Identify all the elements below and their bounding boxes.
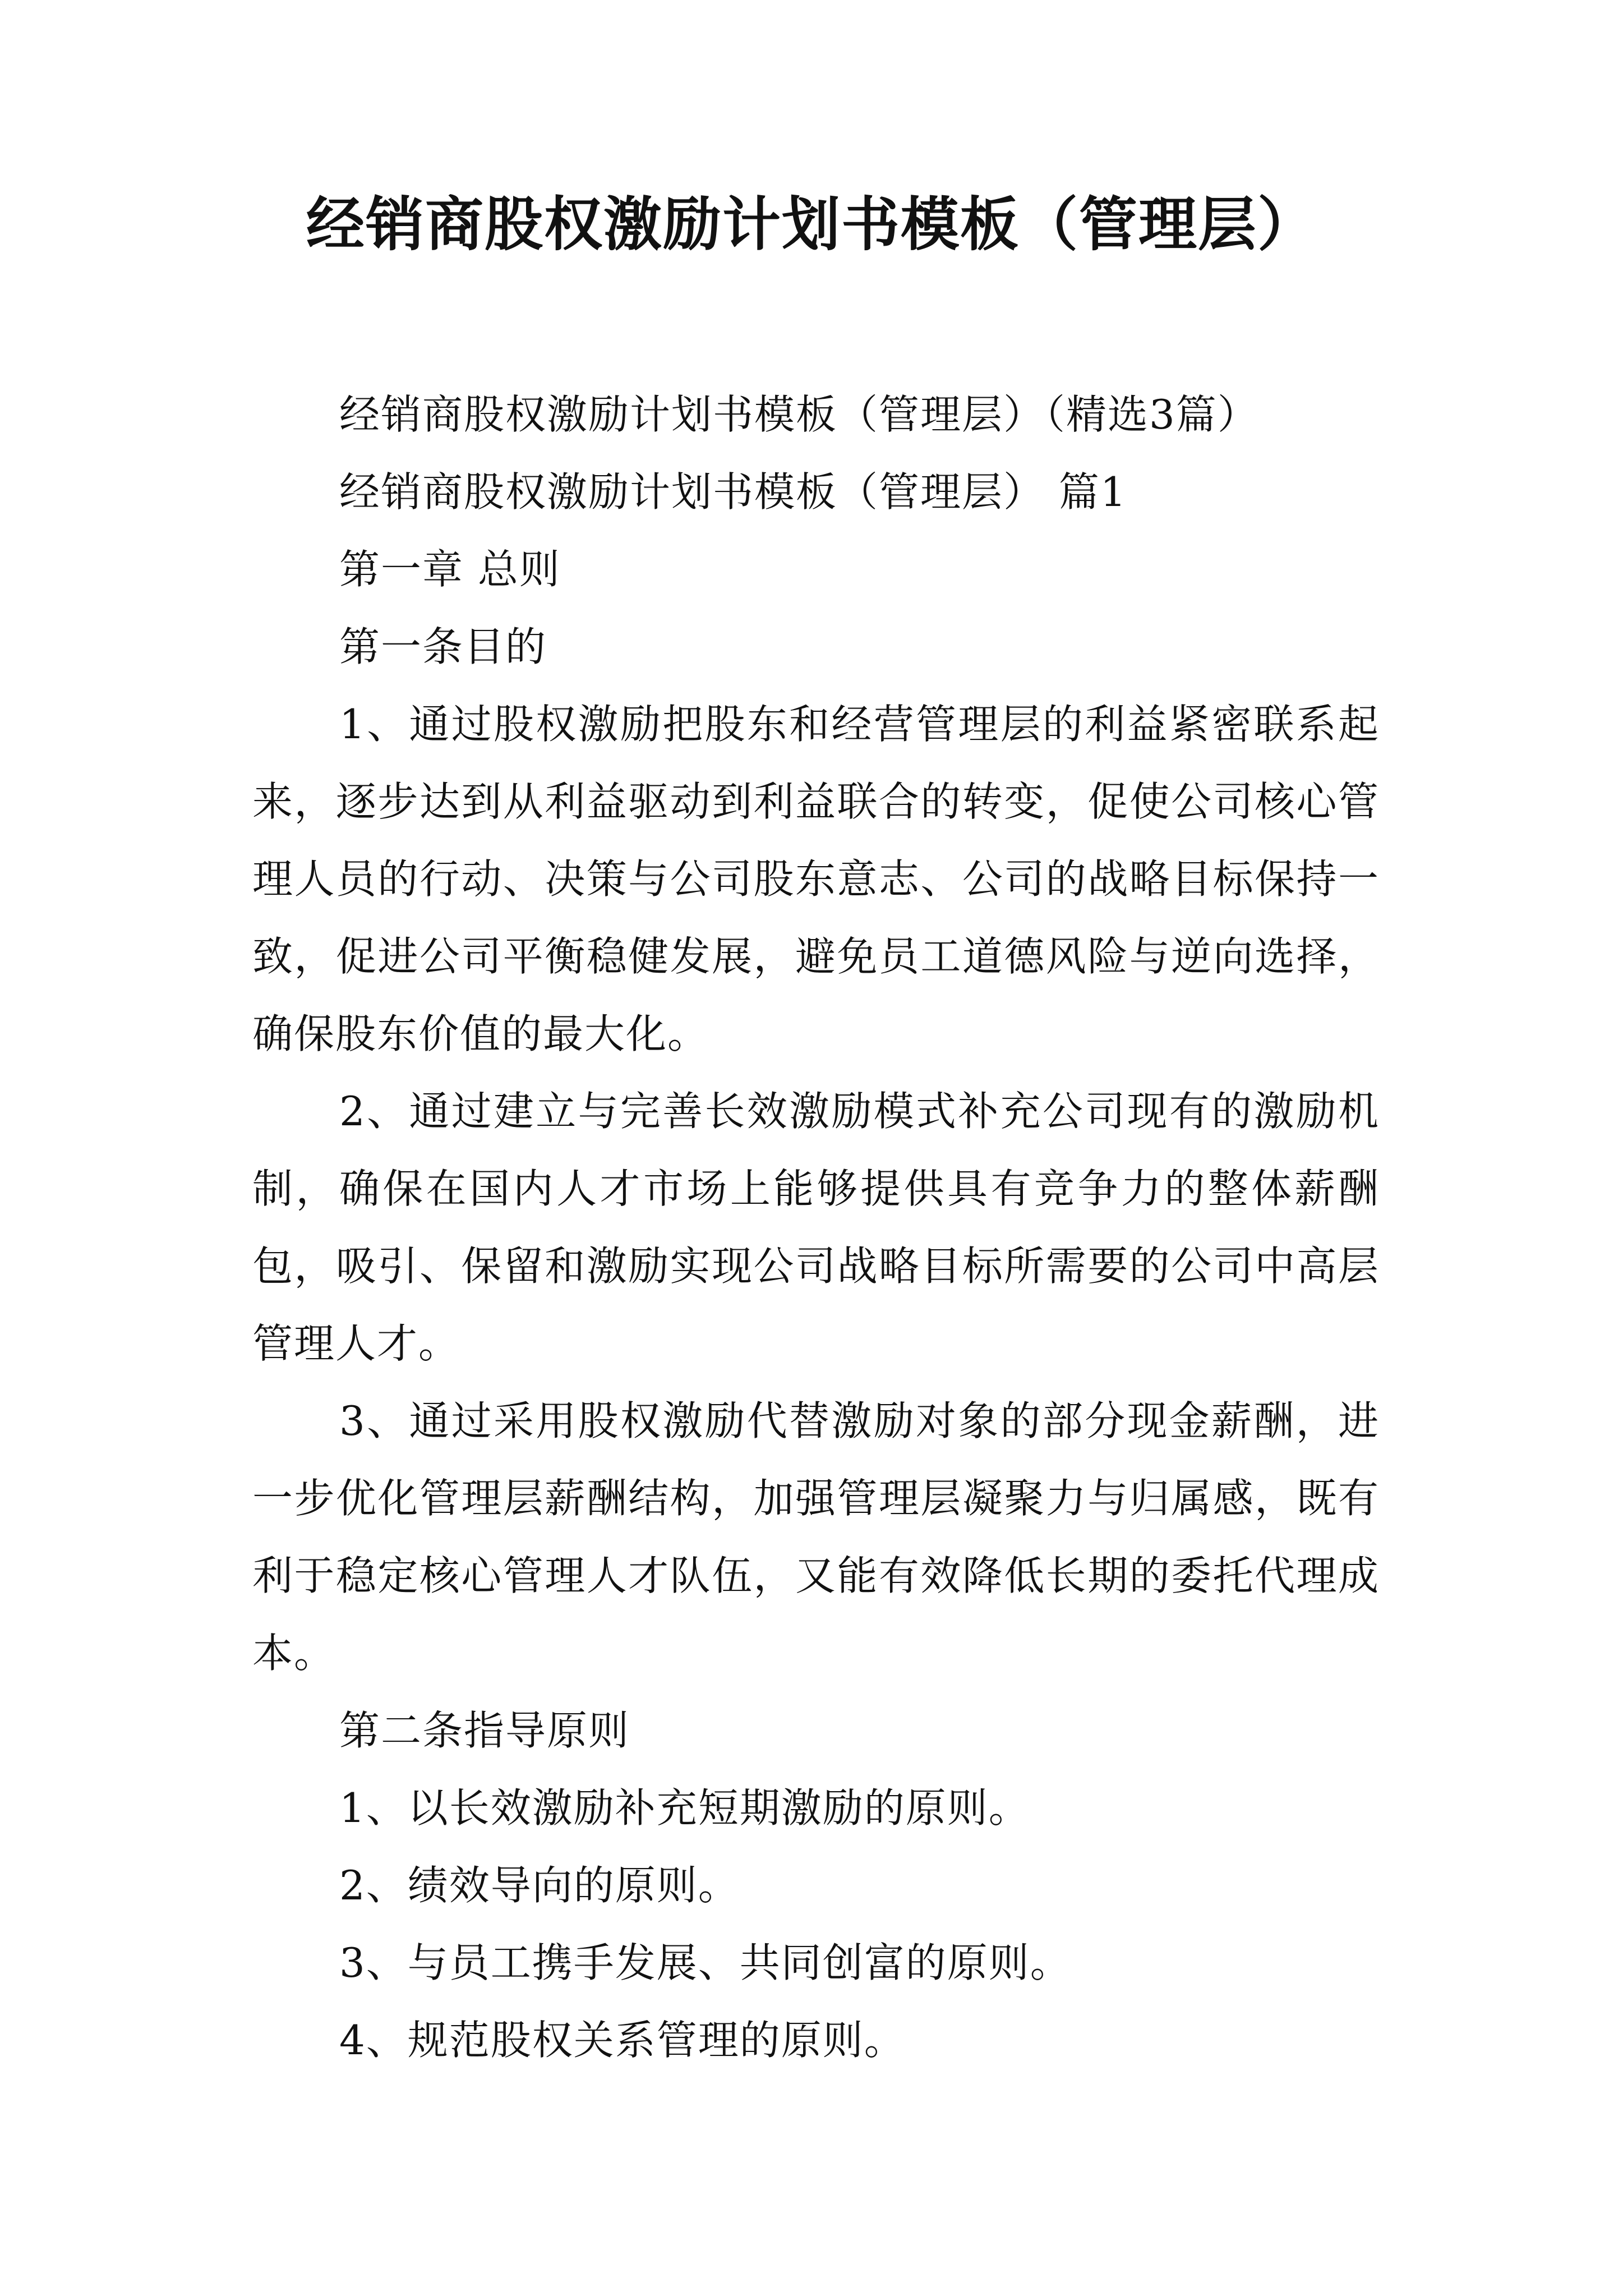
- paragraph-subtitle: 经销商股权激励计划书模板（管理层）（精选3篇）: [339, 391, 1259, 438]
- paragraph-article-heading: 第二条指导原则: [339, 1707, 630, 1754]
- paragraph-article-heading: 第一条目的: [339, 623, 547, 670]
- paragraph-list-item: 4、规范股权关系管理的原则。: [339, 2017, 906, 2064]
- paragraph-chapter-heading: 第一章 总则: [339, 546, 561, 593]
- paragraph-list-item: 2、绩效导向的原则。: [339, 1862, 740, 1909]
- paragraph-body: 3、通过采用股权激励代替激励对象的部分现金薪酬，进一步优化管理层薪酬结构，加强管理层凝聚力与归属感，既有利于稳定核心管理人才队伍，又能有效降低长期的委托代理成本。: [252, 1397, 1380, 1677]
- paragraph-section-heading: 经销商股权激励计划书模板（管理层） 篇1: [339, 468, 1127, 516]
- paragraph-list-item: 1、以长效激励补充短期激励的原则。: [339, 1784, 1030, 1832]
- paragraph-list-item: 3、与员工携手发展、共同创富的原则。: [339, 1939, 1072, 1986]
- document-body: [252, 376, 1380, 2079]
- document-title: 经销商股权激励计划书模板（管理层）: [306, 190, 1317, 259]
- paragraph-body: 1、通过股权激励把股东和经营管理层的利益紧密联系起来，逐步达到从利益驱动到利益联合的转变，促使公司核心管理人员的行动、决策与公司股东意志、公司的战略目标保持一致，促进公司平衡稳健发展，避免员工道德风险与逆向选择，确保股东价值的最大化。: [252, 701, 1380, 1057]
- paragraph-body: 2、通过建立与完善长效激励模式补充公司现有的激励机制，确保在国内人才市场上能够提供具有竞争力的整体薪酬包，吸引、保留和激励实现公司战略目标所需要的公司中高层管理人才。: [252, 1088, 1380, 1367]
